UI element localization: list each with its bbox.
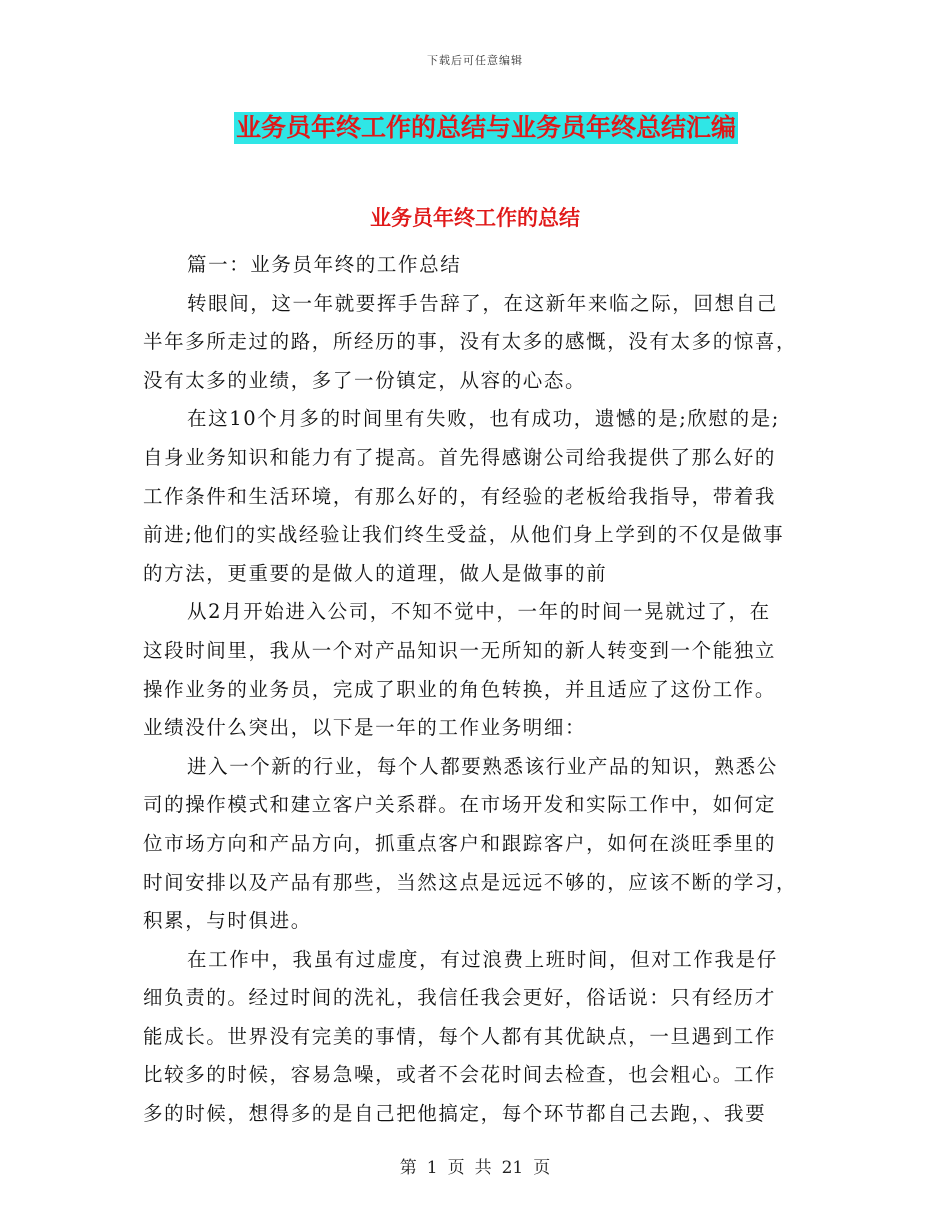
- section-title: 业务员年终工作的总结: [370, 206, 580, 230]
- paragraph-line: 转眼间，这一年就要挥手告辞了，在这新年来临之际，回想自己: [187, 291, 778, 315]
- total-pages: 21: [501, 1158, 524, 1178]
- footer-suffix: 页: [533, 1158, 551, 1178]
- page-number: 1: [426, 1158, 438, 1178]
- paragraph-line: 没有太多的业绩，多了一份镇定，从容的心态。: [143, 368, 587, 392]
- paragraph-line: 操作业务的业务员，完成了职业的角色转换，并且适应了这份工作。: [143, 677, 777, 701]
- paragraph-line: 自身业务知识和能力有了提高。首先得感谢公司给我提供了那么好的: [143, 445, 777, 469]
- paragraph-line: 在工作中，我虽有过虚度，有过浪费上班时间，但对工作我是仔: [187, 947, 778, 971]
- paragraph-line: 位市场方向和产品方向，抓重点客户和跟踪客户，如何在淡旺季里的: [143, 831, 777, 855]
- header-note: 下载后可任意编辑: [427, 54, 523, 67]
- paragraph-line: 这段时间里，我从一个对产品知识一无所知的新人转变到一个能独立: [143, 638, 777, 662]
- paragraph-line: 在这10个月多的时间里有失败，也有成功，遗憾的是;欣慰的是;: [187, 407, 780, 431]
- paragraph-line: 篇一：业务员年终的工作总结: [187, 253, 462, 276]
- paragraph-line: 工作条件和生活环境，有那么好的，有经验的老板给我指导，带着我: [143, 484, 777, 508]
- footer-total-label: 共: [474, 1158, 492, 1178]
- document-title: 业务员年终工作的总结与业务员年终总结汇编: [236, 113, 737, 142]
- paragraph-line: 半年多所走过的路，所经历的事，没有太多的感慨，没有太多的惊喜，: [143, 330, 798, 354]
- paragraph-line: 多的时候，想得多的是自己把他搞定，每个环节都自己去跑，、我要: [143, 1102, 767, 1126]
- paragraph-line: 前进;他们的实战经验让我们终生受益，从他们身上学到的不仅是做事: [143, 523, 785, 547]
- paragraph-line: 时间安排以及产品有那些，当然这点是远远不够的，应该不断的学习，: [143, 870, 798, 894]
- page-footer: [0, 1153, 950, 1178]
- paragraph-line: 业绩没什么突出，以下是一年的工作业务明细：: [143, 716, 587, 740]
- paragraph-line: 进入一个新的行业，每个人都要熟悉该行业产品的知识，熟悉公: [187, 754, 778, 778]
- paragraph-line: 的方法，更重要的是做人的道理，做人是做事的前: [143, 561, 608, 585]
- paragraph-line: 能成长。世界没有完美的事情，每个人都有其优缺点，一旦遇到工作: [143, 1024, 777, 1048]
- footer-page-label: 页: [447, 1158, 465, 1178]
- paragraph-line: 司的操作模式和建立客户关系群。在市场开发和实际工作中，如何定: [143, 793, 777, 817]
- paragraph-line: 从2月开始进入公司，不知不觉中，一年的时间一晃就过了，在: [187, 600, 771, 624]
- body-text: [143, 246, 808, 1134]
- paragraph-line: 比较多的时候，容易急噪，或者不会花时间去检查，也会粗心。工作: [143, 1063, 777, 1087]
- footer-prefix: 第: [399, 1158, 417, 1178]
- paragraph-line: 积累，与时俱进。: [143, 909, 312, 933]
- paragraph-line: 细负责的。经过时间的洗礼，我信任我会更好，俗话说：只有经历才: [143, 986, 777, 1010]
